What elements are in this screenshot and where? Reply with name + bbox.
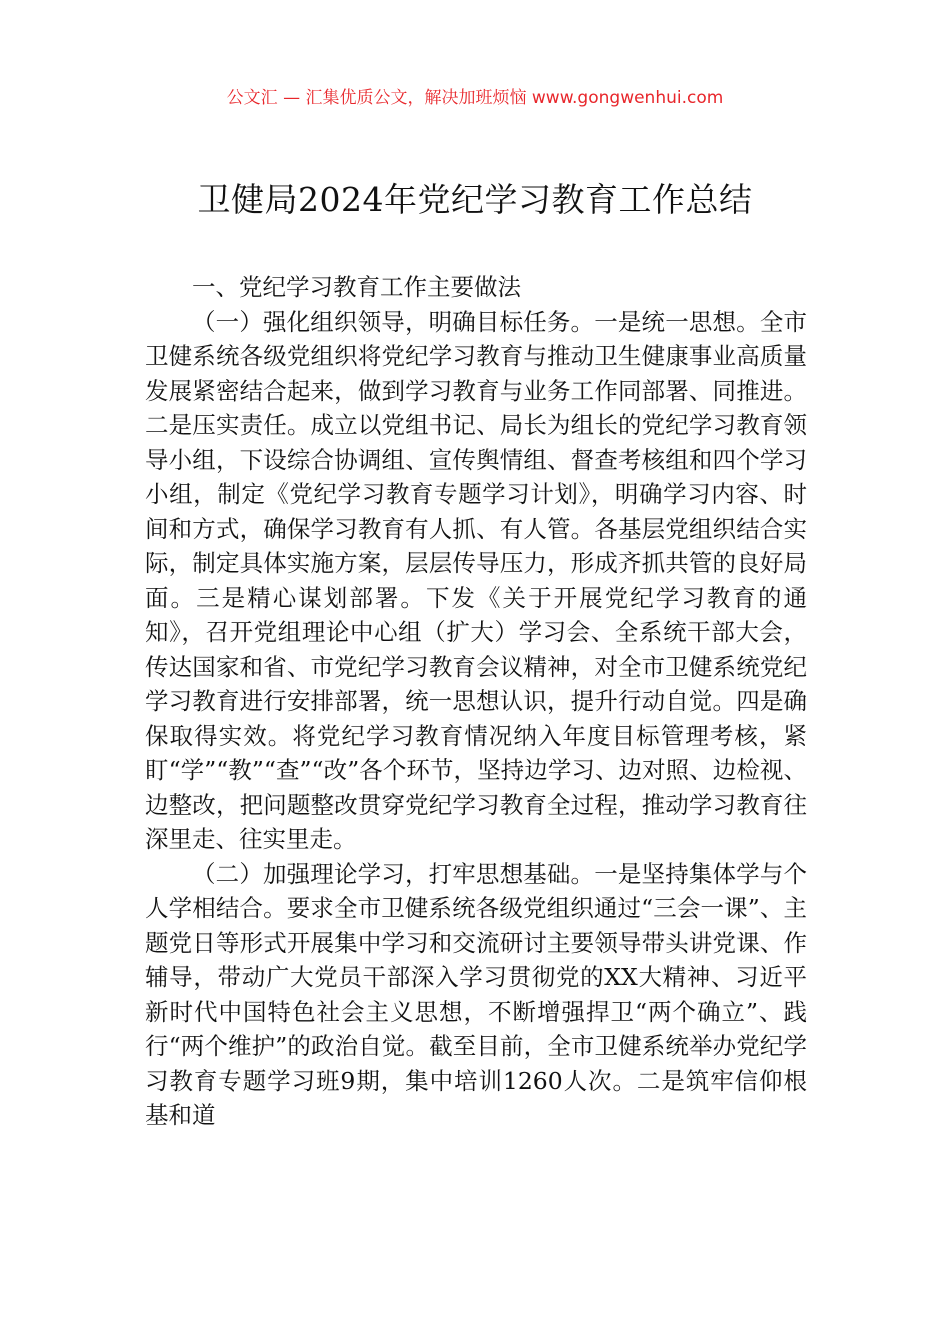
document-title: 卫健局2024年党纪学习教育工作总结	[197, 180, 753, 219]
document-body	[145, 270, 807, 1133]
section-heading: 一、党纪学习教育工作主要做法	[192, 273, 521, 301]
paragraph-2: （二）加强理论学习，打牢思想基础。一是坚持集体学与个人学相结合。要求全市卫健系统各级党组织通过“三会一课”、主题党日等形式开展集中学习和交流研讨主要领导带头讲党课、作辅导，带动广大党员干部深入学习贯彻党的XX大精神、习近平新时代中国特色社会主义思想，不断增强捍卫“两个确立”、践行“两个维护”的政治自觉。截至目前，全市卫健系统举办党纪学习教育专题学习班9期，集中培训1260人次。二是筑牢信仰根基和道	[145, 859, 807, 1129]
paragraph-1: （一）强化组织领导，明确目标任务。一是统一思想。全市卫健系统各级党组织将党纪学习教育与推动卫生健康事业高质量发展紧密结合起来，做到学习教育与业务工作同部署、同推进。二是压实责任。成立以党组书记、局长为组长的党纪学习教育领导小组，下设综合协调组、宣传舆情组、督查考核组和四个学习小组，制定《党纪学习教育专题学习计划》，明确学习内容、时间和方式，确保学习教育有人抓、有人管。各基层党组织结合实际，制定具体实施方案，层层传导压力，形成齐抓共管的良好局面。三是精心谋划部署。下发《关于开展党纪学习教育的通知》，召开党组理论中心组（扩大）学习会、全系统干部大会，传达国家和省、市党纪学习教育会议精神，对全市卫健系统党纪学习教育进行安排部署，统一思想认识，提升行动自觉。四是确保取得实效。将党纪学习教育情况纳入年度目标管理考核，紧盯“学”“教”“查”“改”各个环节，坚持边学习、边对照、边检视、边整改，把问题整改贯穿党纪学习教育全过程，推动学习教育往深里走、往实里走。	[145, 307, 807, 853]
brand-banner: 公文汇 — 汇集优质公文，解决加班烦恼 www.gongwenhui.com	[226, 88, 724, 108]
